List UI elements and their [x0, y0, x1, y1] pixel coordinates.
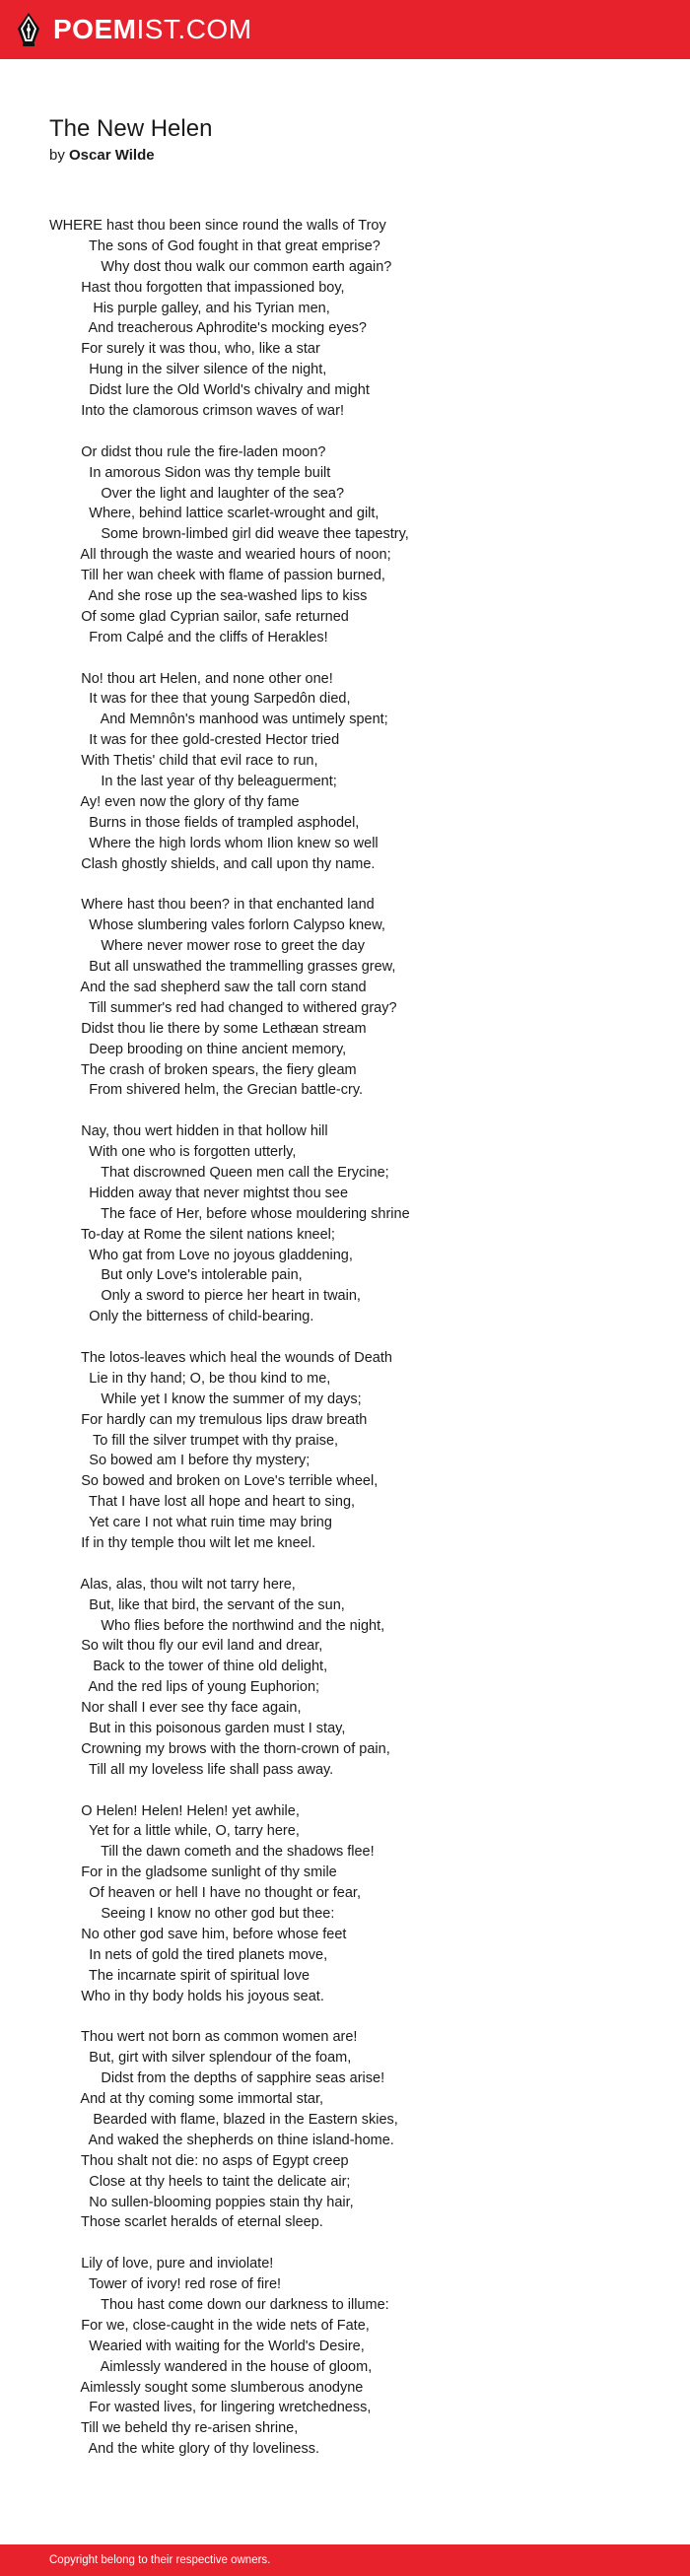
- site-brand-name: [53, 12, 252, 47]
- poem-line: From Calpé and the cliffs of Herakles!: [49, 629, 328, 645]
- poem-line: WHERE hast thou been since round the walls of Troy: [49, 218, 386, 234]
- poem-line: So wilt thou fly our evil land and drear,: [49, 1638, 323, 1655]
- poem-line: Who flies before the northwind and the night,: [49, 1617, 385, 1634]
- poem-line: Bearded with flame, blazed in the Eastern skies,: [49, 2111, 398, 2128]
- poem-line: Alas, alas, thou wilt not tarry here,: [49, 1576, 296, 1593]
- poem-line: Back to the tower of thine old delight,: [49, 1659, 328, 1675]
- poem-line: But in this poisonous garden must I stay,: [49, 1721, 346, 1737]
- poem-line: If in thy temple thou wilt let me kneel.: [49, 1535, 315, 1551]
- poem-line: Didst from the depths of sapphire seas arise!: [49, 2070, 385, 2087]
- poem-line: The sons of God fought in that great emprise?: [49, 237, 380, 254]
- poem-line: Who gat from Love no joyous gladdening,: [49, 1247, 353, 1263]
- poem-line: But all unswathed the trammelling grasses grew,: [49, 959, 396, 976]
- poem-line: O Helen! Helen! Helen! yet awhile,: [49, 1802, 300, 1819]
- poem-line: And at thy coming some immortal star,: [49, 2091, 324, 2108]
- poem-line: Till the dawn cometh and the shadows flee!: [49, 1844, 375, 1861]
- poem-line: Tower of ivory! red rose of fire!: [49, 2276, 282, 2293]
- poem-line: That discrowned Queen men call the Erycine;: [49, 1164, 389, 1181]
- poem-line: Seeing I know no other god but thee:: [49, 1906, 335, 1923]
- poem-line: From shivered helm, the Grecian battle-cry.: [49, 1082, 364, 1099]
- poem-line: Lie in thy hand; O, be thou kind to me,: [49, 1370, 331, 1387]
- poem-line: Into the clamorous crimson waves of war!: [49, 403, 344, 420]
- poem-line: And the white glory of thy loveliness.: [49, 2441, 320, 2458]
- poem-line: And she rose up the sea-washed lips to kiss: [49, 588, 368, 605]
- poem-line: Hung in the silver silence of the night,: [49, 362, 327, 378]
- poem-line: For surely it was thou, who, like a star: [49, 341, 320, 358]
- poem-line: So bowed am I before thy mystery;: [49, 1453, 310, 1469]
- poem-line: But, girt with silver splendour of the foam,: [49, 2050, 352, 2067]
- stanza-break: [49, 875, 660, 896]
- poem-line: Till we beheld thy re-arisen shrine,: [49, 2420, 299, 2437]
- poem-line: To-day at Rome the silent nations kneel;: [49, 1226, 335, 1243]
- poem-line: Who in thy body holds his joyous seat.: [49, 1988, 324, 2004]
- poem-line: The crash of broken spears, the fiery gleam: [49, 1061, 357, 1078]
- stanza-break: [49, 1327, 660, 1348]
- poem-line: Didst lure the Old World's chivalry and might: [49, 382, 370, 399]
- poem-line: Till her wan cheek with flame of passion burned,: [49, 568, 385, 584]
- poem-line: With one who is forgotten utterly,: [49, 1144, 297, 1161]
- poem-line: Close at thy heels to taint the delicate air;: [49, 2173, 351, 2190]
- poem-line: Nay, thou wert hidden in that hollow hill: [49, 1123, 328, 1140]
- poem-line: Only a sword to pierce her heart in twain,: [49, 1288, 361, 1305]
- poem-line: And Memnôn's manhood was untimely spent;: [49, 712, 388, 728]
- poem-line: Where, behind lattice scarlet-wrought and gilt,: [49, 506, 380, 522]
- poem-line: It was for thee that young Sarpedôn died,: [49, 691, 351, 708]
- poem-line: Whose slumbering vales forlorn Calypso knew,: [49, 917, 385, 934]
- stanza-break: [49, 648, 660, 669]
- poem-line: Those scarlet heralds of eternal sleep.: [49, 2214, 323, 2231]
- poem-line: Ay! even now the glory of thy fame: [49, 793, 300, 810]
- by-label: by: [49, 147, 65, 164]
- poem-heading: [49, 114, 641, 166]
- poem-line: For wasted lives, for lingering wretchedness,: [49, 2400, 372, 2416]
- poem-line: Over the light and laughter of the sea?: [49, 485, 345, 502]
- stanza-break: [49, 422, 660, 442]
- poem-line: But, like that bird, the servant of the sun,: [49, 1596, 345, 1613]
- poem-line: Yet care I not what ruin time may bring: [49, 1515, 332, 1531]
- poem-line: And the red lips of young Euphorion;: [49, 1679, 320, 1696]
- stanza-break: [49, 1554, 660, 1575]
- brand-light-part: IST.COM: [136, 14, 252, 44]
- poem-line: Of heaven or hell I have no thought or fear,: [49, 1885, 361, 1902]
- poem-line: The incarnate spirit of spiritual love: [49, 1967, 310, 1984]
- poem-line: And waked the shepherds on thine island-home.: [49, 2132, 394, 2148]
- stanza-break: [49, 2233, 660, 2254]
- stanza-break: [49, 1781, 660, 1801]
- poem-line: His purple galley, and his Tyrian men,: [49, 300, 330, 316]
- poem-line: Where the high lords whom Ilion knew so well: [49, 835, 379, 851]
- site-footer: [0, 2544, 690, 2576]
- poem-line: Till all my loveless life shall pass away.: [49, 1761, 334, 1778]
- site-logo-link[interactable]: [16, 12, 252, 47]
- poem-line: For we, close-caught in the wide nets of Fate,: [49, 2317, 370, 2334]
- poem-line: It was for thee gold-crested Hector tried: [49, 732, 340, 749]
- poem-line: That I have lost all hope and heart to sing,: [49, 1494, 356, 1511]
- stanza-break: [49, 1101, 660, 1121]
- brand-bold-part: POEM: [53, 14, 137, 44]
- poem-line: And the sad shepherd saw the tall corn stand: [49, 979, 367, 995]
- poem-line: And treacherous Aphrodite's mocking eyes?: [49, 320, 367, 337]
- poem-line: Burns in those fields of trampled asphodel,: [49, 814, 360, 831]
- poem-line: Clash ghostly shields, and call upon thy name.: [49, 855, 376, 872]
- poem-line: While yet I know the summer of my days;: [49, 1390, 362, 1407]
- poem-line: For in the gladsome sunlight of thy smile: [49, 1864, 337, 1881]
- poem-line: The lotos-leaves which heal the wounds of Death: [49, 1349, 392, 1366]
- poem-line: To fill the silver trumpet with thy praise,: [49, 1432, 339, 1449]
- poem-line: In nets of gold the tired planets move,: [49, 1946, 328, 1963]
- poem-line: Only the bitterness of child-bearing.: [49, 1309, 314, 1325]
- poem-line: Aimlessly wandered in the house of gloom,: [49, 2358, 373, 2375]
- poem-line: Till summer's red had changed to withered gray?: [49, 999, 397, 1016]
- poem-line: Aimlessly sought some slumberous anodyne: [49, 2379, 364, 2396]
- poem-line: So bowed and broken on Love's terrible wheel,: [49, 1473, 379, 1490]
- poem-line: Didst thou lie there by some Lethæan stream: [49, 1020, 367, 1037]
- poem-line: Hast thou forgotten that impassioned boy,: [49, 279, 345, 296]
- poem-line: Of some glad Cyprian sailor, safe returned: [49, 608, 349, 625]
- copyright-notice: Copyright belong to their respective owners.: [49, 2554, 271, 2566]
- poem-line: Wearied with waiting for the World's Desire,: [49, 2338, 365, 2354]
- poem-line: In the last year of thy beleaguerment;: [49, 774, 337, 790]
- poem-line: Yet for a little while, O, tarry here,: [49, 1823, 300, 1840]
- poem-line: Where never mower rose to greet the day: [49, 938, 365, 955]
- poem-line: Hidden away that never mightst thou see: [49, 1185, 349, 1201]
- stanza-break: [49, 2006, 660, 2027]
- poem-line: Crowning my brows with the thorn-crown of pain,: [49, 1740, 390, 1757]
- poem-line: All through the waste and wearied hours of noon;: [49, 547, 391, 564]
- poem-line: For hardly can my tremulous lips draw breath: [49, 1411, 368, 1428]
- poem-byline: [49, 146, 641, 166]
- poem-line: With Thetis' child that evil race to run,: [49, 753, 318, 770]
- poem-line: Where hast thou been? in that enchanted land: [49, 897, 375, 914]
- poem-line: Nor shall I ever see thy face again,: [49, 1700, 302, 1717]
- poem-line: No! thou art Helen, and none other one!: [49, 670, 333, 687]
- poem-line: Thou hast come down our darkness to illume:: [49, 2296, 389, 2313]
- poem-line: Or didst thou rule the fire-laden moon?: [49, 443, 326, 460]
- poem-line: In amorous Sidon was thy temple built: [49, 464, 331, 481]
- poem-line: No sullen-blooming poppies stain thy hair,: [49, 2194, 354, 2210]
- poem-line: Thou shalt not die: no asps of Egypt creep: [49, 2152, 349, 2169]
- poem-line: But only Love's intolerable pain,: [49, 1267, 303, 1284]
- fountain-pen-nib-icon: [16, 12, 41, 47]
- author-link[interactable]: Oscar Wilde: [69, 147, 155, 164]
- poem-line: Why dost thou walk our common earth again?: [49, 258, 392, 275]
- poem-body: [49, 216, 660, 2460]
- poem-line: Some brown-limbed girl did weave thee tapestry,: [49, 526, 409, 543]
- poem-line: The face of Her, before whose mouldering shrine: [49, 1205, 410, 1222]
- poem-line: Lily of love, pure and inviolate!: [49, 2256, 274, 2272]
- poem-line: No other god save him, before whose feet: [49, 1926, 347, 1942]
- poem-line: Deep brooding on thine ancient memory,: [49, 1041, 347, 1057]
- poem-line: Thou wert not born as common women are!: [49, 2029, 358, 2046]
- poem-title: The New Helen: [49, 115, 213, 142]
- site-header: [0, 0, 690, 59]
